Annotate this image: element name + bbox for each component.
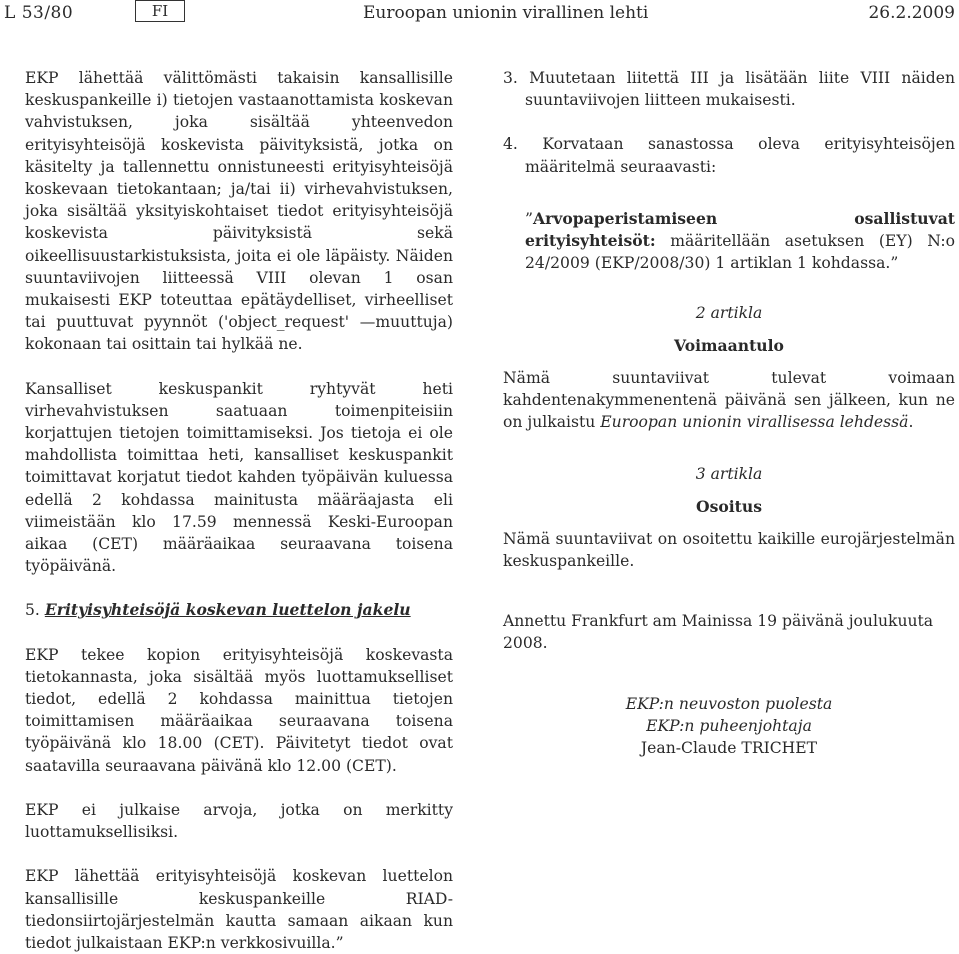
journal-title: Euroopan unionin virallinen lehti	[363, 3, 649, 23]
right-column	[503, 67, 955, 759]
paragraph-confidential: EKP ei julkaise arvoja, jotka on merkitty luottamuksellisiksi.	[25, 800, 453, 842]
journal-reference: Euroopan unionin virallisessa lehdessä	[600, 413, 909, 432]
paragraph-corrections: Kansalliset keskuspankit ryhtyvät heti virhevahvistuksen saatuaan toimenpiteisiin korjattujen tietojen toimittamiseksi. Jos tietoja ei ole mahdollista toimittaa heti, kansalliset keskuspankit toimittavat korjatut tiedot kahden työpäivän kuluessa edellä 2 kohdassa mainitusta määräajasta eli viimeistään klo 17.59 mennessä Keski-Euroopan aikaa (CET) määräaikaa seuraavana toisena työpäivänä.	[25, 379, 453, 576]
page-number: L 53/80	[4, 3, 74, 23]
left-column	[25, 67, 453, 954]
paragraph-copy: EKP tekee kopion erityisyhteisöjä koskevasta tietokannasta, joka sisältää myös luottamukselliset tiedot, edellä 2 kohdassa mainittua tietojen toimittamisen määräaikaa seuraavana toisena työpäivänä klo 18.00 (CET). Päivitetyt tiedot ovat saatavilla seuraavana päivänä klo 12.00 (CET).	[25, 645, 453, 775]
definition-text: määritellään asetuksen (EY) N:o 24/2009 (EKP/2008/30) 1 artiklan 1 kohdassa.”	[525, 232, 955, 273]
paragraph-distribution: EKP lähettää erityisyhteisöjä koskevan luettelon kansallisille keskuspankeille RIAD-tiedonsiirtojärjestelmän kautta samaan aikaan kun tiedot julkaistaan EKP:n verkkosivuilla.”	[25, 867, 453, 952]
article-2-text-a: Nämä suuntaviivat tulevat voimaan kahdentenakymmenentenä päivänä sen jälkeen, kun ne on julkaistu	[503, 368, 955, 432]
article-2-title: Voimaantulo	[674, 335, 784, 355]
article-2-text-c: .	[908, 413, 914, 432]
section-title: Erityisyhteisöjä koskevan luettelon jakelu	[44, 600, 411, 620]
definition-quote	[503, 208, 955, 275]
language-code-box: FI	[135, 0, 185, 22]
item-3: 3. Muutetaan liitettä III ja lisätään liite VIII näiden suuntaviivojen liitteen mukaisesti.	[503, 69, 955, 110]
article-2-number: 2 artikla	[695, 304, 763, 323]
done-at: Annettu Frankfurt am Mainissa 19 päivänä joulukuuta 2008.	[503, 612, 934, 653]
signature-name: Jean-Claude TRICHET	[640, 739, 818, 758]
page-header	[0, 0, 959, 28]
section-heading	[25, 599, 453, 621]
article-3-text: Nämä suuntaviivat on osoitettu kaikille eurojärjestelmän keskuspankeille.	[503, 529, 955, 571]
quote-open: ”	[525, 209, 533, 228]
signature-line-2: EKP:n puheenjohtaja	[646, 716, 812, 735]
section-number: 5.	[25, 601, 40, 620]
item-4: 4. Korvataan sanastossa oleva erityisyhteisöjen määritelmä seuraavasti:	[503, 135, 955, 176]
signature-line-1: EKP:n neuvoston puolesta	[625, 694, 833, 713]
article-3-title: Osoitus	[695, 496, 762, 516]
article-2-text	[503, 367, 955, 434]
article-3-number: 3 artikla	[695, 465, 763, 484]
publication-date: 26.2.2009	[868, 3, 955, 23]
paragraph-acknowledgement: EKP lähettää välittömästi takaisin kansallisille keskuspankeille i) tietojen vastaanottamista koskevan vahvistuksen, joka sisältää yhteenvedon erityisyhteisöjä koskevista päivityksistä, jotka on käsitelty ja tallennettu onnistuneesti erityisyhteisöjä koskevaan tietokantaan; ja/tai ii) virhevahvistuksen, joka sisältää yksityiskohtaiset tiedot erityisyhteisöjä koskevista päivityksistä sekä oikeellisuustarkistuksista, joita ei ole läpäisty. Näiden suuntaviivojen liitteessä VIII olevan 1 osan mukaisesti EKP toteuttaa epätäydelliset, virheelliset tai puuttuvat pyynnöt ('object_request' —muuttuja) kokonaan tai osittain tai hylkää ne.	[25, 69, 453, 354]
defined-term: Arvopaperistamiseen osallistuvat erityisyhteisöt:	[525, 208, 955, 251]
